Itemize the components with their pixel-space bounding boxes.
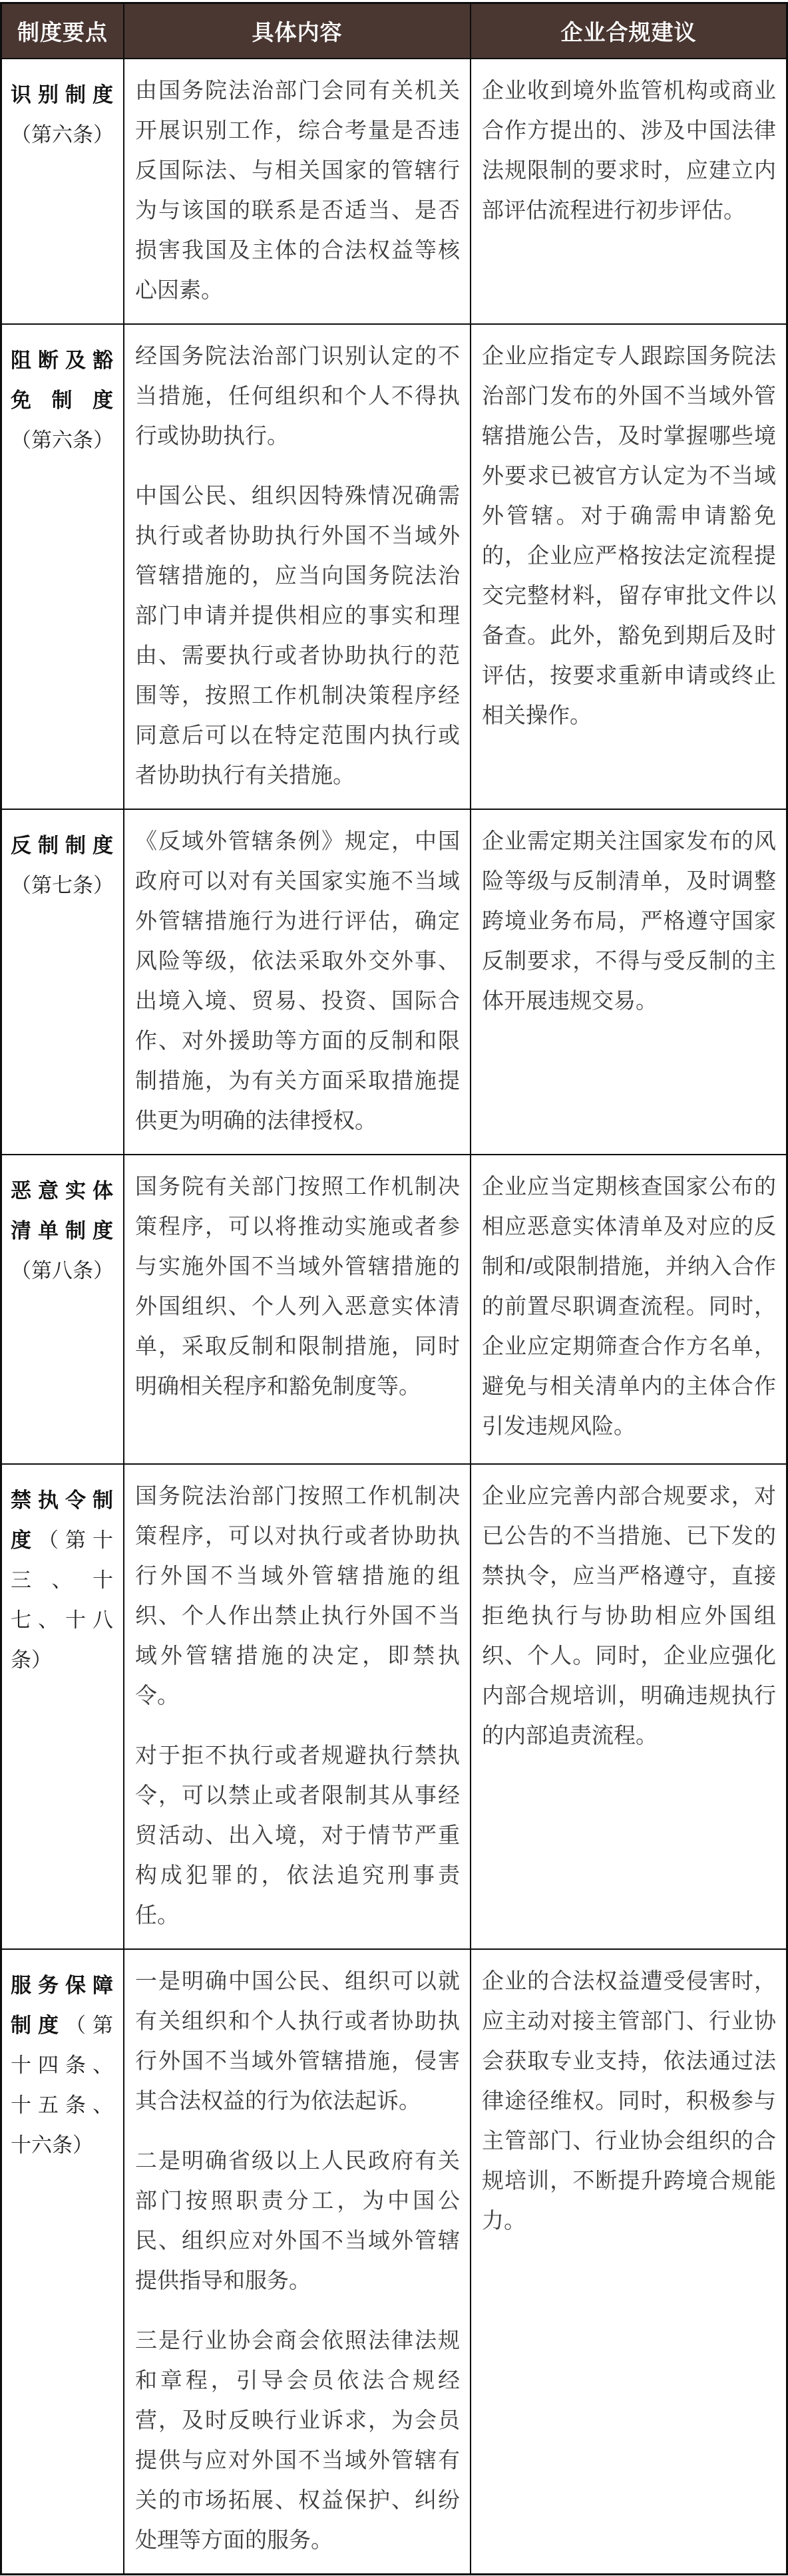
advice-paragraph: 企业收到境外监管机构或商业合作方提出的、涉及中国法律法规限制的要求时，应建立内部评估流程进行初步评估。 (482, 78, 776, 222)
advice-paragraph: 企业应指定专人跟踪国务院法治部门发布的外国不当域外管辖措施公告，及时掌握哪些境外要求已被官方认定为不当域外管辖。对于确需申请豁免的，企业应严格按法定流程提交完整材料，留存审批文件以备查。此外，豁免到期后及时评估，按要求重新申请或终止相关操作。 (482, 343, 776, 727)
row-content-cell (124, 810, 471, 1154)
table-header-row (2, 4, 786, 59)
advice-paragraph: 企业应完善内部合规要求，对已公告的不当措施、已下发的禁执令，应当严格遵守，直接拒绝执行与协助相应外国组织、个人。同时，企业应强化内部合规培训，明确违规执行的内部追责流程。 (482, 1483, 776, 1748)
column-header-label: 企业合规建议 (560, 20, 697, 45)
table-row-service-guarantee (2, 1950, 786, 2573)
column-header-key-points (2, 4, 124, 58)
content-paragraph: 由国务院法治部门会同有关机关开展识别工作，综合考量是否违反国际法、与相关国家的管辖行为与该国的联系是否适当、是否损害我国及主体的合法权益等核心因素。 (135, 78, 460, 302)
content-paragraph: 三是行业协会商会依照法律法规和章程，引导会员依法合规经营，及时反映行业诉求，为会员提供与应对外国不当域外管辖有关的市场拓展、权益保护、纠纷处理等方面的服务。 (135, 2328, 460, 2552)
content-paragraph: 二是明确省级以上人民政府有关部门按照职责分工，为中国公民、组织应对外国不当域外管辖提供指导和服务。 (135, 2148, 460, 2293)
advice-paragraph: 企业的合法权益遭受侵害时，应主动对接主管部门、行业协会获取专业支持，依法通过法律途径维权。同时，积极参与主管部门、行业协会组织的合规培训，不断提升跨境合规能力。 (482, 1968, 776, 2233)
table-row-countermeasures (2, 810, 786, 1155)
row-advice-cell (471, 325, 786, 809)
row-key-cell (2, 59, 124, 323)
row-key-cell (2, 1950, 124, 2573)
row-key-cell (2, 810, 124, 1154)
row-content-cell (124, 325, 471, 809)
column-header-label: 具体内容 (252, 20, 343, 45)
column-header-label: 制度要点 (17, 20, 108, 45)
row-title: 禁执令制度 (11, 1489, 113, 1552)
row-advice-cell (471, 1465, 786, 1948)
row-advice-cell (471, 1155, 786, 1463)
row-advice-cell (471, 1950, 786, 2573)
row-content-cell (124, 59, 471, 323)
row-content-cell (124, 1950, 471, 2573)
row-title: 识别制度 (11, 83, 113, 106)
content-paragraph: 国务院有关部门按照工作机制决策程序，可以将推动实施或者参与实施外国不当域外管辖措施的外国组织、个人列入恶意实体清单，采取反制和限制措施，同时明确相关程序和豁免制度等。 (135, 1174, 460, 1398)
row-article: （第六条） (11, 429, 114, 452)
row-article: （第八条） (11, 1259, 114, 1282)
row-content-cell (124, 1155, 471, 1463)
row-article: （第十三、十七、十八条） (11, 1529, 113, 1672)
table-row-blocking-exemption (2, 325, 786, 810)
table-row-identification (2, 59, 786, 325)
content-paragraph: 中国公民、组织因特殊情况确需执行或者协助执行外国不当域外管辖措施的，应当向国务院法治部门申请并提供相应的事实和理由、需要执行或者协助执行的范围等，按照工作机制决策程序经同意后可以在特定范围内执行或者协助执行有关措施。 (135, 483, 460, 787)
content-paragraph: 一是明确中国公民、组织可以就有关组织和个人执行或者协助执行外国不当域外管辖措施，侵害其合法权益的行为依法起诉。 (135, 1968, 460, 2113)
row-title: 反制制度 (11, 834, 113, 857)
row-key-cell (2, 1465, 124, 1948)
table-row-malicious-entity-list (2, 1155, 786, 1465)
row-key-cell (2, 1155, 124, 1463)
row-content-cell (124, 1465, 471, 1948)
content-paragraph: 经国务院法治部门识别认定的不当措施，任何组织和个人不得执行或协助执行。 (135, 343, 460, 448)
row-title: 阻断及豁免制度 (11, 349, 113, 412)
row-key-cell (2, 325, 124, 809)
row-advice-cell (471, 59, 786, 323)
column-header-details (124, 4, 471, 58)
advice-paragraph: 企业需定期关注国家发布的风险等级与反制清单，及时调整跨境业务布局，严格遵守国家反制要求，不得与受反制的主体开展违规交易。 (482, 828, 776, 1013)
row-title: 恶意实体清单制度 (11, 1179, 113, 1242)
content-paragraph: 《反域外管辖条例》规定，中国政府可以对有关国家实施不当域外管辖措施行为进行评估，确定风险等级，依法采取外交外事、出境入境、贸易、投资、国际合作、对外援助等方面的反制和限制措施，为有关方面采取措施提供更为明确的法律授权。 (135, 828, 460, 1133)
table-row-injunction (2, 1465, 786, 1950)
column-header-advice (471, 4, 786, 58)
advice-paragraph: 企业应当定期核查国家公布的相应恶意实体清单及对应的反制和/或限制措施，并纳入合作的前置尽职调查流程。同时，企业应定期筛查合作方名单，避免与相关清单内的主体合作引发违规风险。 (482, 1174, 776, 1438)
row-advice-cell (471, 810, 786, 1154)
row-article: （第六条） (11, 123, 114, 146)
compliance-table (0, 2, 788, 2575)
row-article: （第十四条、十五条、十六条） (11, 2014, 113, 2157)
row-title: 服务保障制度 (11, 1974, 113, 2037)
content-paragraph: 对于拒不执行或者规避执行禁执令，可以禁止或者限制其从事经贸活动、出入境，对于情节严重构成犯罪的，依法追究刑事责任。 (135, 1743, 460, 1927)
content-paragraph: 国务院法治部门按照工作机制决策程序，可以对执行或者协助执行外国不当域外管辖措施的组织、个人作出禁止执行外国不当域外管辖措施的决定，即禁执令。 (135, 1483, 460, 1708)
row-article: （第七条） (11, 874, 114, 897)
